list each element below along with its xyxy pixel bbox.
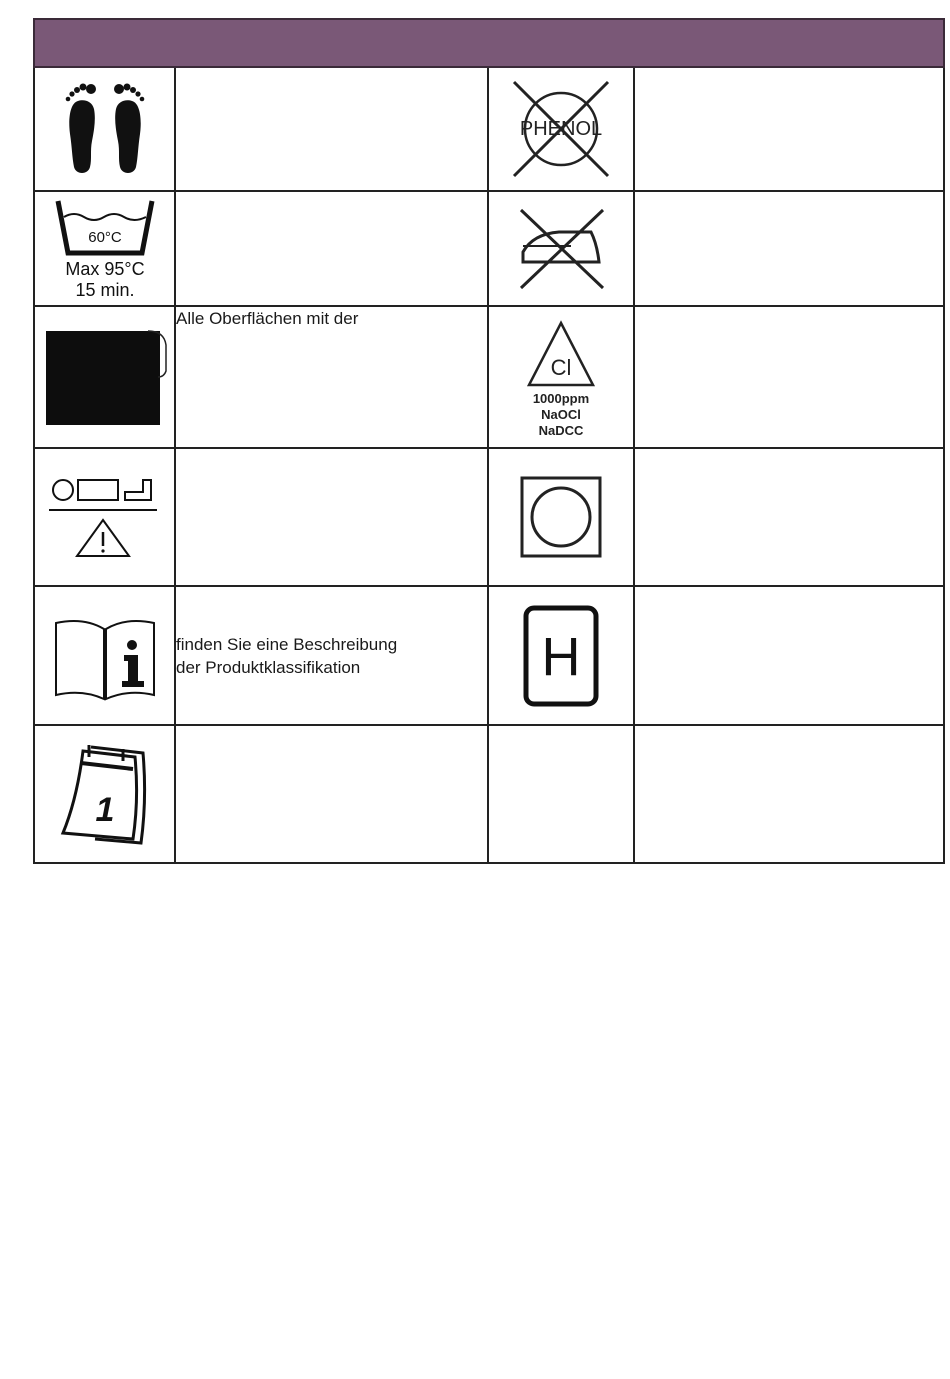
h-symbol-icon bbox=[521, 603, 601, 709]
symbol-table-container bbox=[33, 18, 943, 864]
wash-tub-icon bbox=[50, 195, 160, 303]
icon-cell bbox=[34, 725, 175, 863]
chlorine-ppm-label: 1000ppm bbox=[532, 391, 590, 406]
icon-cell bbox=[488, 448, 634, 586]
table-header-row bbox=[34, 19, 944, 67]
description-cell bbox=[175, 725, 488, 863]
h-letter: H bbox=[541, 626, 581, 687]
description-cell bbox=[175, 448, 488, 586]
icon-cell bbox=[34, 586, 175, 725]
description-cell bbox=[634, 306, 944, 448]
description-cell bbox=[175, 191, 488, 306]
chlorine-symbol: Cl bbox=[550, 355, 572, 380]
black-cover-icon bbox=[40, 327, 170, 427]
description-cell bbox=[634, 191, 944, 306]
icon-cell bbox=[488, 586, 634, 725]
description-cell bbox=[175, 586, 488, 725]
table-row bbox=[34, 191, 944, 306]
table-row bbox=[34, 67, 944, 191]
wash-max-label: Max 95°C bbox=[64, 258, 145, 279]
table-row bbox=[34, 306, 944, 448]
description-cell bbox=[175, 67, 488, 191]
info-book-icon bbox=[50, 611, 160, 701]
no-phenol-icon bbox=[506, 74, 616, 184]
classification-text-line-2: der Produktklassifikation bbox=[176, 657, 361, 677]
do-not-iron-icon bbox=[511, 204, 611, 294]
tumble-dry-icon bbox=[516, 472, 606, 562]
description-cell bbox=[634, 448, 944, 586]
nadcc-label: NaDCC bbox=[538, 423, 584, 437]
classification-text-line-1: finden Sie eine Beschreibung bbox=[176, 634, 398, 654]
description-cell bbox=[634, 586, 944, 725]
mattress-warning-icon bbox=[45, 472, 165, 562]
calendar-day: 1 bbox=[95, 791, 114, 829]
table-row bbox=[34, 448, 944, 586]
icon-cell bbox=[34, 191, 175, 306]
icon-cell bbox=[34, 306, 175, 448]
wash-time-label: 15 min. bbox=[74, 279, 135, 300]
table-row bbox=[34, 586, 944, 725]
description-cell bbox=[634, 725, 944, 863]
feet-icon bbox=[60, 79, 150, 179]
icon-cell bbox=[34, 448, 175, 586]
icon-cell bbox=[34, 67, 175, 191]
description-cell: Alle Oberflächen mit der bbox=[175, 306, 488, 448]
icon-cell bbox=[488, 306, 634, 448]
symbol-table bbox=[33, 18, 945, 864]
naocl-label: NaOCl bbox=[541, 407, 581, 422]
wash-temp-label: 60°C bbox=[87, 228, 122, 246]
phenol-label: PHENOL bbox=[519, 118, 603, 140]
description-cell bbox=[634, 67, 944, 191]
chlorine-triangle-icon bbox=[521, 317, 601, 437]
table-header bbox=[34, 19, 944, 67]
calendar-icon bbox=[55, 739, 155, 849]
icon-cell bbox=[488, 191, 634, 306]
empty-icon-cell bbox=[488, 725, 634, 863]
table-row bbox=[34, 725, 944, 863]
icon-cell bbox=[488, 67, 634, 191]
